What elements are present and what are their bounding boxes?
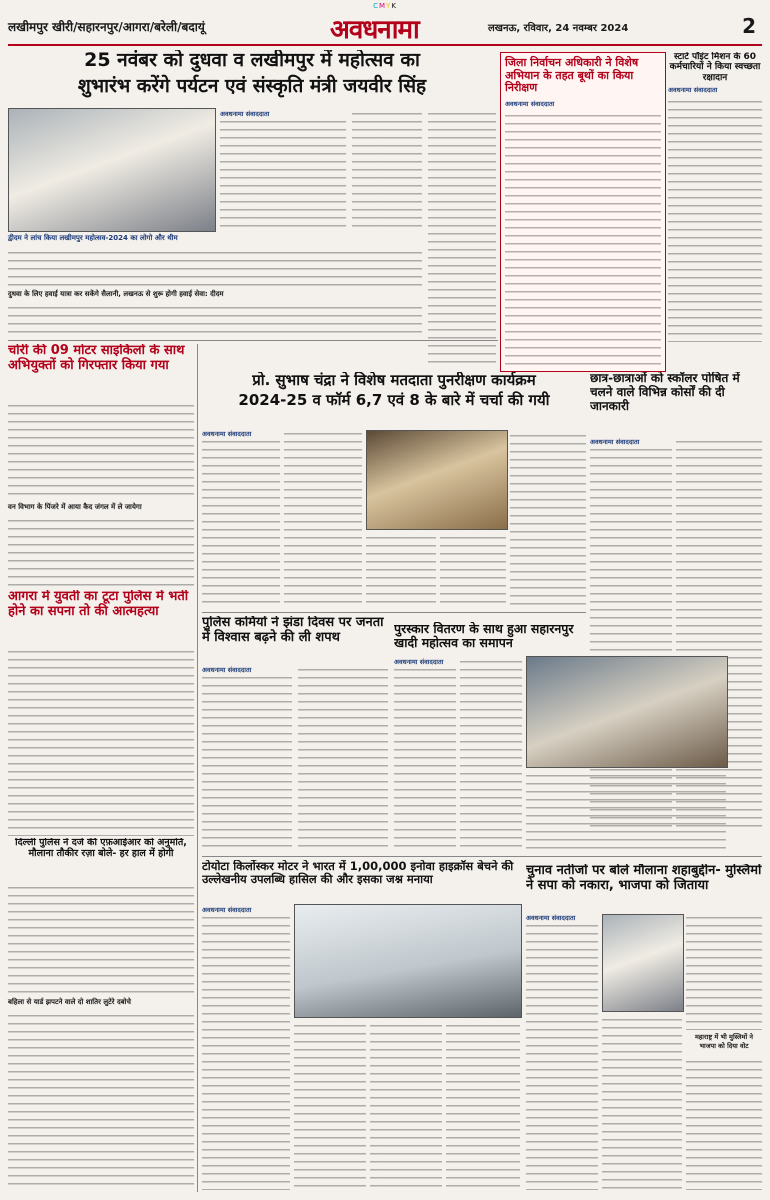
police-col-2 — [298, 664, 388, 848]
theft-subhead: वन विभाग के पिंजरे में आया कैद जंगल में ले जायेगा — [8, 503, 142, 511]
khadi-col-3 — [526, 770, 726, 852]
dm-body — [505, 110, 661, 372]
subhash-photo — [366, 430, 508, 530]
subhash-col-1: अवधनामा संवाददाता — [202, 428, 280, 608]
toyota-col-1: अवधनामा संवाददाता — [202, 904, 290, 1190]
divider — [202, 612, 586, 613]
lead-column-3 — [428, 108, 496, 368]
startup-body — [668, 96, 762, 342]
election-photo — [602, 914, 684, 1012]
election-subhead: महाराष्ट्र में भी मुस्लिमों ने भाजपा को दिया वोट — [694, 1033, 754, 1050]
election-col-4 — [686, 1056, 762, 1190]
theft-body-2 — [8, 515, 194, 587]
election-col-2 — [602, 1014, 682, 1190]
dm-story: जिला निर्वाचन अधिकारी ने विशेष अभियान के तहत बूथों का किया निरीक्षण अवधनामा संवाददाता — [500, 52, 666, 372]
election-col-3 — [686, 912, 762, 1030]
theft-body — [8, 400, 194, 500]
khadi-headline: पुरस्कार वितरण के साथ हुआ सहारनपुर खादी महोत्सव का समापन — [394, 622, 574, 651]
lead-photo — [8, 108, 216, 232]
toyota-col-3 — [370, 1020, 442, 1190]
column-rule — [197, 344, 198, 1192]
lead-body — [8, 302, 422, 336]
page-number: 2 — [742, 14, 756, 38]
election-headline: चुनाव नतीजों पर बोले मौलाना शहाबुद्दीन- मुस्लिमों ने सपा को नकारा, भाजपा को जिताया — [526, 864, 762, 893]
divider — [8, 340, 498, 341]
edition-list: लखीमपुर खीरी/सहारनपुर/आगरा/बरेली/बदायूं — [8, 20, 205, 34]
agra-headline: आगरा में युवती का टूटा पुलिस में भर्ती होने का सपना तो की आत्महत्या — [8, 590, 189, 619]
issue-date: लखनऊ, रविवार, 24 नवम्बर 2024 — [488, 23, 629, 34]
subhash-col-4 — [440, 532, 506, 608]
cmyk-marks: CMYK — [373, 2, 397, 10]
toyota-col-4 — [446, 1020, 520, 1190]
lead-photo-caption: द्वीदम ने लांच किया लखीमपुर महोत्सव-2024 का लोगो और थीम — [8, 234, 178, 242]
khadi-col-2 — [460, 656, 522, 852]
scholar-headline: छात्र-छात्राओं को स्कॉलर पोषित में चलने वाले विभिन्न कोर्सों की दी जानकारी — [590, 372, 740, 413]
police-col-1: अवधनामा संवाददाता — [202, 664, 292, 848]
subhash-col-5 — [510, 430, 586, 608]
newspaper-logo: अवधनामा — [330, 15, 419, 45]
divider — [202, 856, 762, 857]
masthead — [8, 10, 762, 46]
lead-column-1: अवधनामा संवाददाता — [220, 108, 346, 228]
lead-intro — [8, 247, 422, 287]
agra-body — [8, 646, 194, 836]
subhash-col-2 — [284, 428, 362, 608]
khadi-col-1: अवधनामा संवाददाता — [394, 656, 456, 852]
khadi-photo — [526, 656, 728, 768]
delhi-subhead: दिल्ली पुलिस ने दर्ज की एफ़आईआर को अनुमति, मौलाना तौकीर रज़ा बोले- हर हाल में होगी — [15, 838, 187, 859]
police-headline: पुलिस कर्मियों ने झंडा दिवस पर जनता में विश्वास बढ़ने की ली शपथ — [202, 616, 384, 645]
startup-story: स्टार्ट पॉइंट मिशन के 60 कर्मचारियों ने किया स्वच्छता रक्षादान अवधनामा संवाददाता — [668, 52, 762, 370]
toyota-col-2 — [294, 1020, 366, 1190]
theft-headline: चोरी की 09 मोटर साइकिलों के साथ अभियुक्तों को गिरफ्तार किया गया — [8, 344, 185, 373]
lead-subhead: दुधवा के लिए हवाई यात्रा कर सकेंगे सैलानी, लखनऊ से शुरू होगी हवाई सेवा: दीदम — [8, 290, 224, 298]
subhash-col-3 — [366, 532, 436, 608]
theft2-subhead: बहिला से यार्ड झपटने वाले दो शातिर लुटेरे दबोचे — [8, 998, 131, 1006]
theft2-body — [8, 1010, 194, 1190]
subhash-headline: प्रो. सुभाष चंद्रा ने विशेष मतदाता पुनरीक्षण कार्यक्रम 2024-25 व फॉर्म 6,7 एवं 8 के बारे में चर्चा की गयी — [238, 372, 550, 410]
lead-column-2 — [352, 108, 422, 228]
delhi-body — [8, 882, 194, 996]
toyota-headline: टोयोटा किर्लोस्कर मोटर ने भारत में 1,00,000 इनोवा हाइक्रॉस बेचने की उल्लेखनीय उपलब्धि हासिल की और इसका जश्न मनाया — [202, 860, 514, 887]
toyota-car-photo — [294, 904, 522, 1018]
scholar-col-1: अवधनामा संवाददाता — [590, 436, 672, 830]
lead-headline: 25 नवंबर को दुधवा व लखीमपुर में महोत्सव का शुभारंभ करेंगे पर्यटन एवं संस्कृति मंत्री जयवीर सिंह — [77, 50, 427, 97]
election-col-1: अवधनामा संवाददाता — [526, 912, 598, 1190]
